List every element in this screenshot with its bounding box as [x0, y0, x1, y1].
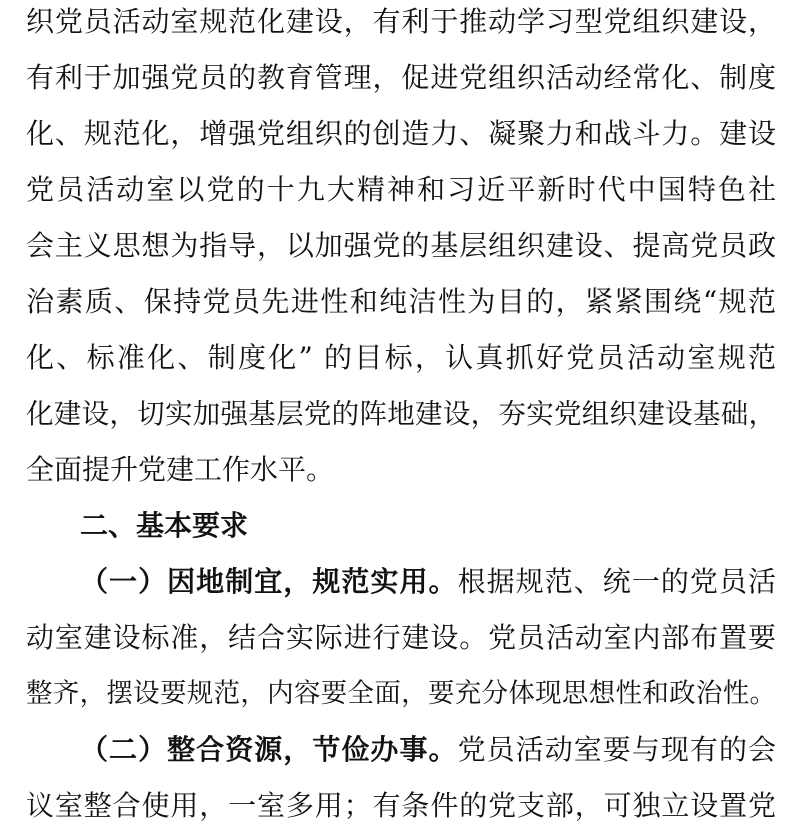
body-text-line: 化建设，切实加强基层党的阵地建设，夯实党组织建设基础，	[26, 398, 776, 430]
item-text: 党员活动室要与现有的会	[457, 733, 776, 766]
item-text: 根据规范、统一的党员活	[457, 565, 776, 598]
body-text-line: 会主义思想为指导，以加强党的基层组织建设、提高党员政	[26, 229, 776, 262]
item-first-line	[80, 734, 776, 766]
body-text-line: 化、规范化，增强党组织的创造力、凝聚力和战斗力。建设	[26, 117, 776, 150]
body-text-line: 议室整合使用，一室多用；有条件的党支部，可独立设置党	[26, 789, 776, 822]
body-text-line: 整齐，摆设要规范，内容要全面，要充分体现思想性和政治性。	[26, 678, 776, 709]
body-text-line: 党员活动室以党的十九大精神和习近平新时代中国特色社	[26, 173, 776, 206]
body-text-line: 化、标准化、制度化” 的目标，认真抓好党员活动室规范	[26, 341, 776, 374]
item-title: （二）整合资源，节俭办事。	[80, 733, 458, 766]
body-text-line: 有利于加强党员的教育管理，促进党组织活动经常化、制度	[26, 61, 776, 94]
body-text-line: 动室建设标准，结合实际进行建设。党员活动室内部布置要	[26, 621, 776, 654]
body-text-line: 织党员活动室规范化建设，有利于推动学习型党组织建设，	[26, 5, 776, 38]
section-heading: 二、基本要求	[80, 509, 249, 542]
body-text-line: 全面提升党建工作水平。	[26, 453, 335, 486]
item-title: （一）因地制宜，规范实用。	[80, 565, 458, 598]
body-text-line: 治素质、保持党员先进性和纯洁性为目的，紧紧围绕“规范	[26, 285, 776, 318]
item-first-line	[80, 566, 776, 598]
